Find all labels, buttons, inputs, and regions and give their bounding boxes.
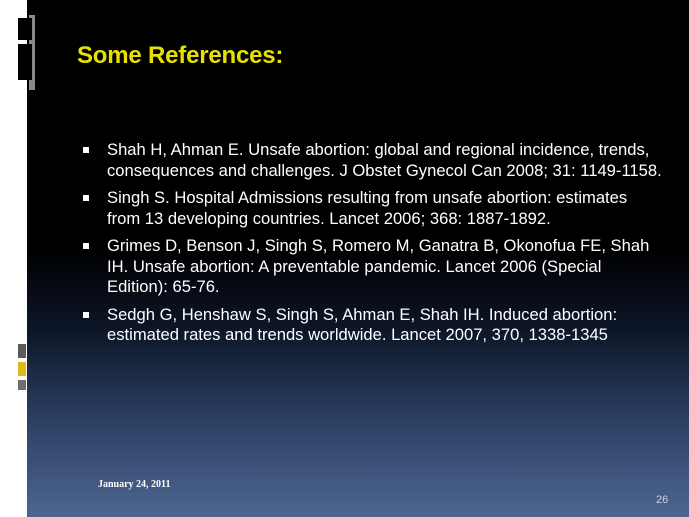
slide-title: Some References: [77,42,284,69]
slide-date: January 24, 2011 [98,479,171,490]
decorative-block [18,380,26,390]
decorative-block [18,344,26,358]
bullet-icon [83,147,89,153]
bullet-icon [83,195,89,201]
reference-text: Sedgh G, Henshaw S, Singh S, Ahman E, Shah IH. Induced abortion: estimated rates and trends worldwide. Lancet 2007, 370, 1338-1345 [107,304,618,344]
decorative-block-yellow [18,362,26,376]
reference-text: Grimes D, Benson J, Singh S, Romero M, Ganatra B, Okonofua FE, Shah IH. Unsafe abortion: A preventable pandemic. Lancet 2006 (Special Edition): 65-76. [107,236,650,296]
reference-list [82,140,662,353]
decorative-block [36,28,40,88]
bullet-icon [83,312,89,318]
list-item [82,140,662,181]
list-item [82,188,662,229]
page-number: 26 [656,494,669,506]
reference-text: Shah H, Ahman E. Unsafe abortion: global and regional incidence, trends, consequences and challenges. J Obstet Gynecol Can 2008; 31: 1149-1158. [107,140,662,180]
list-item [82,236,662,298]
decorative-block [18,18,32,40]
reference-text: Singh S. Hospital Admissions resulting from unsafe abortion: estimates from 13 developing countries. Lancet 2006; 368: 1887-1892. [107,188,628,228]
decorative-block [18,44,32,80]
list-item [82,305,662,346]
bullet-icon [83,243,89,249]
